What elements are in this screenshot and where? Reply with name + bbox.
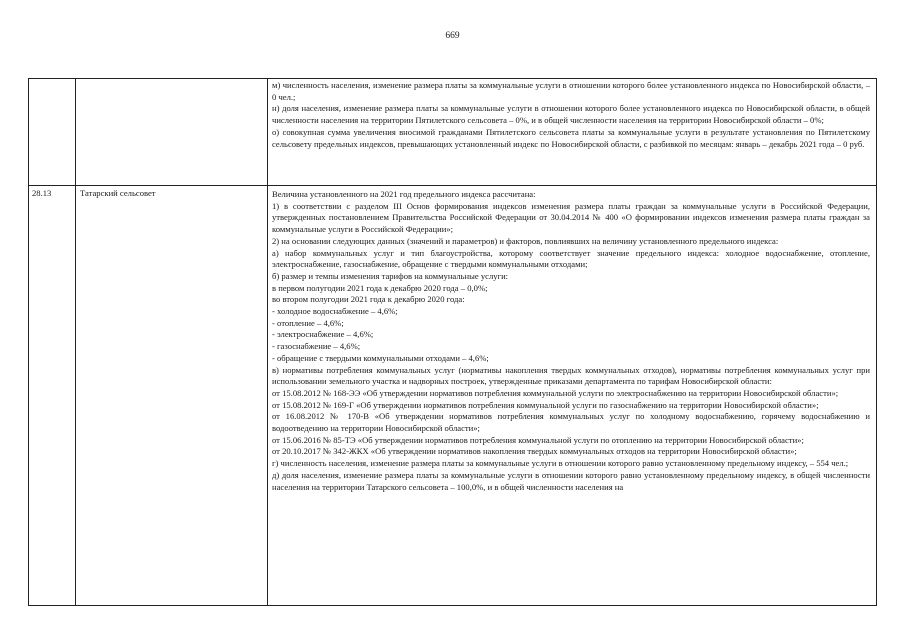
paragraph: в первом полугодии 2021 года к декабрю 2020 года – 0,0%; <box>272 282 488 293</box>
table-row <box>29 79 877 186</box>
paragraph: во втором полугодии 2021 года к декабрю 2020 года: <box>272 294 465 305</box>
paragraph: в) нормативы потребления коммунальных услуг (нормативы накопления твердых коммунальных отходов), нормативы потребления коммунальных услуг при использовании земельного участка и надворных построек, утвержденные приказами департамента по тарифам Новосибирской области: <box>272 364 870 387</box>
row-name-cell <box>76 79 268 186</box>
paragraph: г) численность населения, изменение размера платы за коммунальные услуги в отношении которого равно установленному предельному индексу, – 554 чел.; <box>272 458 849 469</box>
paragraph: от 15.08.2012 № 169-Г «Об утверждении нормативов потребления коммунальной услуги по газоснабжению на территории Новосибирской области»; <box>272 399 819 410</box>
paragraph: - холодное водоснабжение – 4,6%; <box>272 306 398 317</box>
paragraph: о) совокупная сумма увеличения вносимой гражданами Пятилетского сельсовета платы за коммунальные услуги в результате установления по Пятилетскому сельсовету предельных индексов, превышающих установленный индекс по Новосибирской области, с разбивкой по месяцам: январь – декабрь 2021 года – 0 руб. <box>272 126 870 149</box>
table-row <box>29 186 877 606</box>
paragraph: а) набор коммунальных услуг и тип благоустройства, которому соответствует значение предельного индекса: холодное водоснабжение, отопление, электроснабжение, газоснабжение, обращение с твердыми коммунальными отходами; <box>272 247 870 270</box>
paragraph: 1) в соответствии с разделом III Основ формирования индексов изменения размера платы граждан за коммунальные услуги в Российской Федерации, утвержденных постановлением Правительства Российской Федерации от 30.04.2014 № 400 «О формировании индексов изменения размера платы граждан за коммунальные услуги в Российской Федерации»; <box>272 200 870 235</box>
paragraph: б) размер и темпы изменения тарифов на коммунальные услуги: <box>272 270 509 281</box>
row-name-cell: Татарский сельсовет <box>76 186 268 606</box>
row-text-cell <box>268 186 877 606</box>
page-number: 669 <box>445 31 460 41</box>
paragraph: д) доля населения, изменение размера платы за коммунальные услуги в отношении которого равно установленному предельному индексу, в общей численности населения на территории Татарского сельсовета – 100,0%, и в общей численности населения на <box>272 469 870 492</box>
paragraph: от 15.08.2012 № 168-ЭЭ «Об утверждении нормативов потребления коммунальной услуги по электроснабжению на территории Новосибирской области»; <box>272 387 839 398</box>
row-text-cell <box>268 79 877 186</box>
row-number-cell: 28.13 <box>29 186 76 606</box>
paragraph: - электроснабжение – 4,6%; <box>272 329 374 340</box>
paragraph: от 16.08.2012 № 170-В «Об утверждении нормативов потребления коммунальных услуг по холодному водоснабжению, горячему водоснабжению и водоотведению на территории Новосибирской области»; <box>272 411 870 434</box>
paragraph: - обращение с твердыми коммунальными отходами – 4,6%; <box>272 352 489 363</box>
paragraph: 2) на основании следующих данных (значений и параметров) и факторов, повлиявших на величину установленного предельного индекса: <box>272 235 779 246</box>
paragraph: Величина установленного на 2021 год предельного индекса рассчитана: <box>272 189 536 199</box>
paragraph: от 20.10.2017 № 342-ЖКХ «Об утверждении нормативов накопления твердых коммунальных отходов на территории Новосибирской области»; <box>272 446 797 457</box>
paragraph: - отопление – 4,6%; <box>272 317 344 328</box>
paragraph: - газоснабжение – 4,6%; <box>272 341 361 352</box>
paragraph: от 15.06.2016 № 85-ТЭ «Об утверждении нормативов потребления коммунальной услуги по отоплению на территории Новосибирской области»; <box>272 434 804 445</box>
row-number-cell <box>29 79 76 186</box>
paragraph: н) доля населения, изменение размера платы за коммунальные услуги в отношении которого более установленного индекса по Новосибирской области, в общей численности населения на территории Пятилетского сельсовета – 0%, и в общей численности населения на территории Новосибирской области – 0%; <box>272 103 870 126</box>
paragraph: м) численность населения, изменение размера платы за коммунальные услуги в отношении которого более установленного индекса по Новосибирской области, – 0 чел.; <box>272 80 870 102</box>
document-table <box>28 78 877 606</box>
